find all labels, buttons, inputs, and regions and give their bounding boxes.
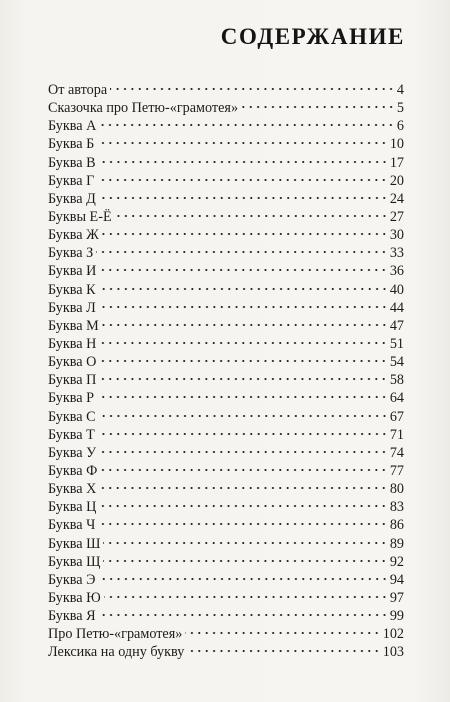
toc-entry — [48, 190, 404, 208]
toc-entry-page-number: 102 — [382, 626, 404, 643]
dot-leader — [98, 432, 388, 436]
dot-leader — [99, 486, 387, 490]
toc-entry-label: Буква Э — [48, 571, 96, 588]
toc-entry — [48, 371, 404, 389]
dot-leader — [102, 323, 388, 327]
toc-entry-page-number: 44 — [389, 299, 404, 316]
dot-leader — [99, 414, 388, 418]
toc-entry — [48, 99, 404, 117]
toc-entry — [48, 244, 404, 262]
toc-entry-label: Буква Я — [48, 608, 96, 625]
toc-entry-label: Буква М — [48, 317, 99, 334]
dot-leader — [97, 141, 388, 145]
dot-leader — [99, 341, 387, 345]
toc-entry — [48, 226, 404, 244]
toc-entry — [48, 299, 404, 317]
toc-entry — [48, 625, 404, 643]
toc-entry-label: Буква Л — [48, 299, 96, 316]
toc-entry-label: Про Петю-«грамотея» — [48, 626, 183, 643]
toc-entry-label: Буква Ф — [48, 462, 98, 479]
toc-entry-page-number: 67 — [389, 408, 404, 425]
dot-leader — [185, 631, 380, 635]
toc-entry-label: Буква А — [48, 118, 97, 135]
toc-entry-label: Буква Г — [48, 172, 95, 189]
toc-entry — [48, 498, 404, 516]
toc-entry-label: Буква Т — [48, 426, 95, 443]
toc-entry — [48, 516, 404, 534]
toc-entry-page-number: 24 — [389, 190, 404, 207]
toc-entry-page-number: 71 — [389, 426, 404, 443]
toc-entry-page-number: 99 — [389, 608, 404, 625]
toc-entry-page-number: 94 — [389, 571, 404, 588]
toc-entry-label: Буква У — [48, 444, 97, 461]
toc-entry-label: Буква К — [48, 281, 96, 298]
toc-entry-page-number: 64 — [389, 390, 404, 407]
dot-leader — [100, 468, 387, 472]
toc-entry-label: Сказочка про Петю-«грамотея» — [48, 100, 239, 117]
dot-leader — [115, 214, 388, 218]
dot-leader — [99, 577, 388, 581]
toc-entry-label: Лексика на одну букву — [48, 644, 185, 661]
toc-entry-page-number: 40 — [389, 281, 404, 298]
toc-entry-label: Буква С — [48, 408, 96, 425]
dot-leader — [110, 87, 395, 91]
dot-leader — [99, 305, 388, 309]
toc-entry-page-number: 83 — [389, 499, 404, 516]
toc-entry — [48, 480, 404, 498]
page-title: СОДЕРЖАНИЕ — [220, 24, 405, 49]
toc-entry — [48, 571, 404, 589]
toc-entry-page-number: 58 — [389, 372, 404, 389]
toc-entry-page-number: 103 — [382, 644, 404, 661]
toc-entry — [48, 589, 404, 607]
toc-entry — [48, 135, 404, 153]
dot-leader — [187, 649, 380, 653]
toc-entry-page-number: 36 — [389, 263, 404, 280]
toc-entry-label: Буква Ж — [48, 227, 99, 244]
dot-leader — [99, 450, 388, 454]
toc-entry-label: Буква И — [48, 263, 97, 280]
toc-entry — [48, 535, 404, 553]
toc-entry-page-number: 6 — [396, 118, 404, 135]
toc-entry — [48, 426, 404, 444]
toc-entry — [48, 353, 404, 371]
toc-entry — [48, 408, 404, 426]
toc-entry-label: Буквы Е-Ё — [48, 208, 112, 225]
dot-leader — [103, 541, 387, 545]
toc-entry-page-number: 33 — [389, 245, 404, 262]
toc-entry-page-number: 30 — [389, 227, 404, 244]
toc-entry-page-number: 20 — [389, 172, 404, 189]
dot-leader — [99, 613, 388, 617]
toc-entry — [48, 262, 404, 280]
dot-leader — [102, 232, 388, 236]
toc-entry — [48, 444, 404, 462]
toc-entry — [48, 154, 404, 172]
dot-leader — [97, 395, 388, 399]
toc-entry-label: Буква Ш — [48, 535, 101, 552]
toc-entry-label: Буква Д — [48, 190, 96, 207]
toc-entry — [48, 317, 404, 335]
toc-entry — [48, 81, 404, 99]
toc-entry-page-number: 4 — [396, 82, 404, 98]
dot-leader — [241, 105, 395, 109]
dot-leader — [104, 595, 388, 599]
dot-leader — [97, 178, 387, 182]
toc-entry — [48, 607, 404, 625]
dot-leader — [96, 250, 388, 254]
toc-entry-label: Буква Щ — [48, 553, 101, 570]
toc-entry-page-number: 47 — [389, 317, 404, 334]
toc-entry — [48, 643, 404, 661]
toc-entry-page-number: 51 — [389, 335, 404, 352]
toc-entry-label: Буква Х — [48, 481, 97, 498]
toc-entry-page-number: 5 — [396, 100, 404, 117]
dot-leader — [99, 377, 387, 381]
dot-leader — [99, 287, 388, 291]
toc-entry — [48, 553, 404, 571]
toc-entry-page-number: 92 — [389, 553, 404, 570]
dot-leader — [99, 359, 387, 363]
toc-entry-page-number: 80 — [389, 481, 404, 498]
toc-entry-page-number: 86 — [389, 517, 404, 534]
toc-entry — [48, 335, 404, 353]
toc-entry-label: Буква Ю — [48, 589, 101, 606]
toc-entry-label: Буква В — [48, 154, 96, 171]
toc-entry-label: Буква З — [48, 245, 94, 262]
toc-entry — [48, 389, 404, 407]
toc-entry — [48, 117, 404, 135]
toc-entry — [48, 172, 404, 190]
toc-entry-page-number: 17 — [389, 154, 404, 171]
toc-entry-label: От автора — [48, 82, 108, 98]
toc-entry-label: Буква Н — [48, 335, 97, 352]
toc-entry-page-number: 97 — [389, 589, 404, 606]
toc-entry-label: Буква П — [48, 372, 97, 389]
toc-entry-page-number: 54 — [389, 354, 404, 371]
dot-leader — [99, 160, 388, 164]
toc-entry-label: Буква Р — [48, 390, 95, 407]
toc-entry-page-number: 77 — [389, 462, 404, 479]
toc-entry-label: Буква Ц — [48, 499, 97, 516]
toc-entry-label: Буква О — [48, 354, 97, 371]
toc-entry-label: Буква Ч — [48, 517, 96, 534]
toc-entry-page-number: 10 — [389, 136, 404, 153]
toc-entry-page-number: 89 — [389, 535, 404, 552]
dot-leader — [99, 504, 387, 508]
toc-entry — [48, 208, 404, 226]
dot-leader — [99, 196, 388, 200]
toc-entry — [48, 462, 404, 480]
toc-entry-label: Буква Б — [48, 136, 95, 153]
dot-leader — [103, 559, 387, 563]
dot-leader — [98, 522, 387, 526]
toc-entry-page-number: 27 — [389, 208, 404, 225]
dot-leader — [99, 268, 387, 272]
dot-leader — [99, 123, 395, 127]
toc-entry — [48, 281, 404, 299]
toc-entry-page-number: 74 — [389, 444, 404, 461]
table-of-contents — [48, 81, 404, 662]
